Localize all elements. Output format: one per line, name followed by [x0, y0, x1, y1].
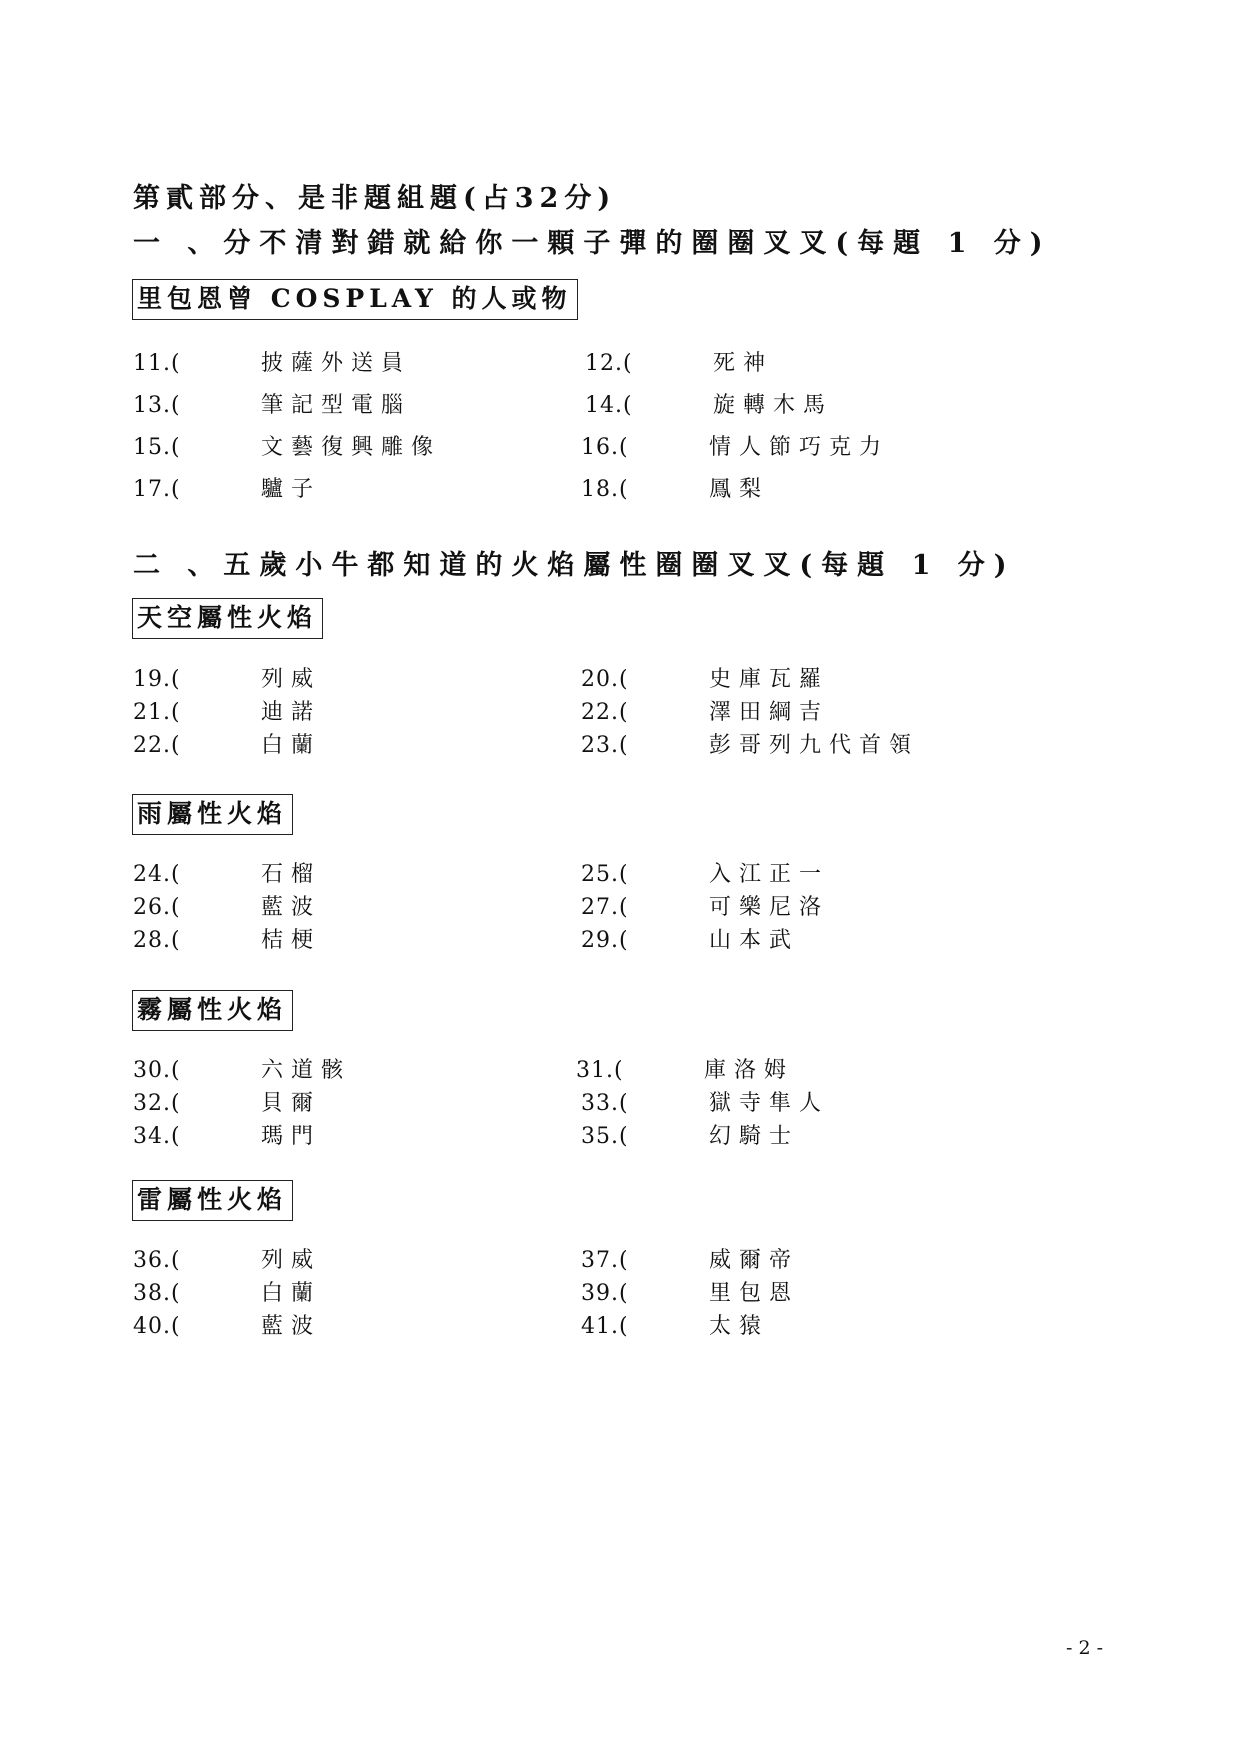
question-item: 19.( 列威 — [133, 667, 322, 692]
question-item: 38.( 白蘭 — [133, 1281, 322, 1306]
question-item: 22.( 澤田綱吉 — [581, 700, 830, 725]
question-item: 12.( 死神 — [585, 351, 774, 376]
part-title: 第貳部分、是非題組題(占32分) — [133, 183, 617, 214]
group-label-rain: 雨屬性火焰 — [132, 794, 293, 835]
question-item: 17.( 驢子 — [133, 477, 322, 502]
question-item: 22.( 白蘭 — [133, 733, 322, 758]
question-item: 16.( 情人節巧克力 — [581, 435, 890, 460]
section-2-title: 二 、五歲小牛都知道的火焰屬性圈圈叉叉(每題 1 分) — [133, 550, 1016, 581]
group-label-cosplay: 里包恩曾 COSPLAY 的人或物 — [132, 279, 578, 320]
question-item: 13.( 筆記型電腦 — [133, 393, 412, 418]
group-label-sky: 天空屬性火焰 — [132, 598, 323, 639]
group-label-mist: 霧屬性火焰 — [132, 990, 293, 1031]
question-item: 40.( 藍波 — [133, 1314, 322, 1339]
question-item: 26.( 藍波 — [133, 895, 322, 920]
question-item: 23.( 彭哥列九代首領 — [581, 733, 920, 758]
question-item: 35.( 幻騎士 — [581, 1124, 800, 1149]
question-item: 32.( 貝爾 — [133, 1091, 322, 1116]
question-item: 25.( 入江正一 — [581, 862, 830, 887]
question-item: 39.( 里包恩 — [581, 1281, 800, 1306]
question-item: 33.( 獄寺隼人 — [581, 1091, 830, 1116]
question-item: 36.( 列威 — [133, 1248, 322, 1273]
question-item: 14.( 旋轉木馬 — [585, 393, 834, 418]
question-item: 11.( 披薩外送員 — [133, 351, 412, 376]
question-item: 24.( 石榴 — [133, 862, 322, 887]
question-item: 21.( 迪諾 — [133, 700, 322, 725]
question-item: 27.( 可樂尼洛 — [581, 895, 830, 920]
question-item: 18.( 鳳梨 — [581, 477, 770, 502]
question-item: 34.( 瑪門 — [133, 1124, 322, 1149]
question-item: 15.( 文藝復興雕像 — [133, 435, 442, 460]
question-item: 30.( 六道骸 — [133, 1058, 352, 1083]
question-item: 37.( 威爾帝 — [581, 1248, 800, 1273]
section-1-title: 一 、分不清對錯就給你一顆子彈的圈圈叉叉(每題 1 分) — [133, 228, 1052, 259]
question-item: 31.( 庫洛姆 — [576, 1058, 795, 1083]
page-number: - 2 - — [1066, 1637, 1104, 1659]
group-label-thunder: 雷屬性火焰 — [132, 1180, 293, 1221]
question-item: 28.( 桔梗 — [133, 928, 322, 953]
question-item: 41.( 太猿 — [581, 1314, 770, 1339]
question-item: 29.( 山本武 — [581, 928, 800, 953]
question-item: 20.( 史庫瓦羅 — [581, 667, 830, 692]
